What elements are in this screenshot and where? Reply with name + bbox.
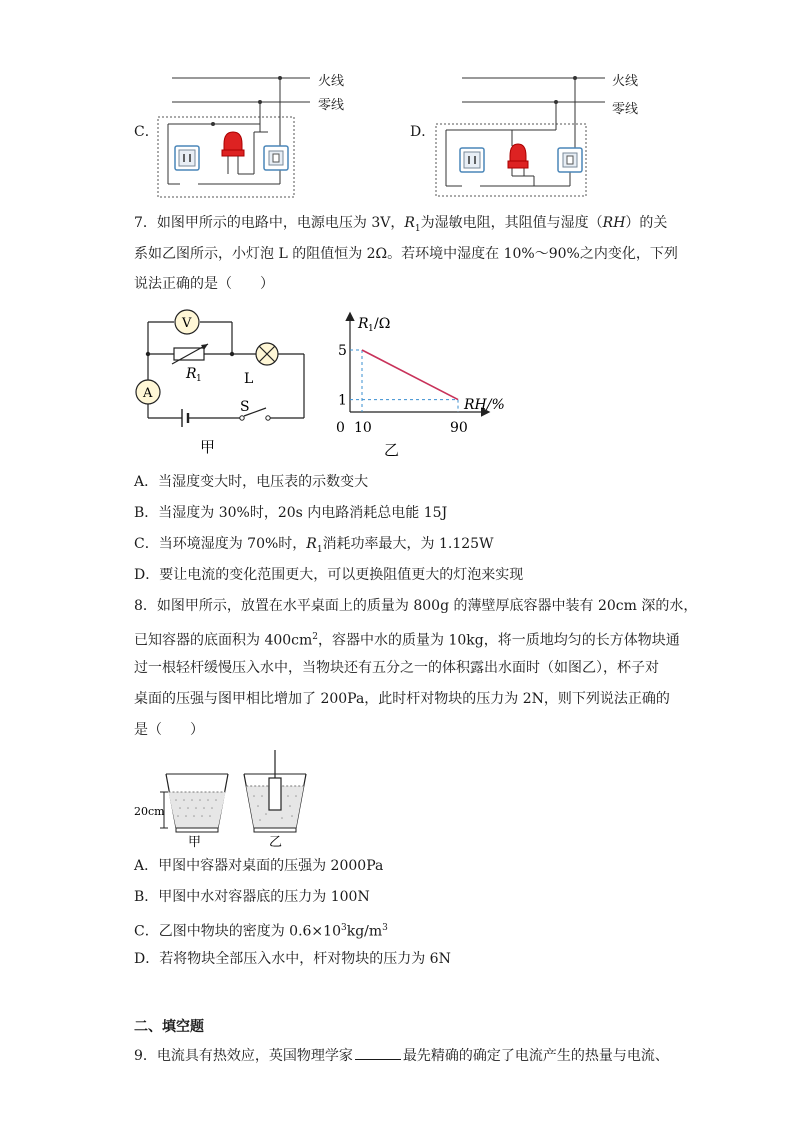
circuit-diagram-d xyxy=(430,62,630,202)
q7-option-d: D．要让电流的变化范围更大，可以更换阻值更大的灯泡来实现 xyxy=(134,567,524,583)
resistor-subscript: 1 xyxy=(196,374,202,384)
resistance-humidity-graph xyxy=(330,308,520,460)
live-wire-label-d: 火线 xyxy=(612,74,639,89)
q7-option-a: A．当湿度变大时，电压表的示数变大 xyxy=(134,474,369,490)
y-axis-label-sub: 1 xyxy=(368,324,374,334)
circuit-diagram-jia xyxy=(130,308,315,458)
ammeter-letter: A xyxy=(143,386,153,401)
live-wire-label-c: 火线 xyxy=(318,74,345,89)
caption-jia: 甲 xyxy=(188,835,202,850)
lamp-icon xyxy=(222,132,244,168)
q9-line1: 9．电流具有热效应，英国物理学家 最先精确的确定了电流产生的热量与电流、 xyxy=(134,1045,669,1066)
q8-option-d: D．若将物块全部压入水中，杆对物块的压力为 6N xyxy=(134,951,451,967)
q7-line2: 系如乙图所示，小灯泡 L 的阻值恒为 2Ω。若环境中湿度在 10%～90%之内变化，下列 xyxy=(134,246,678,262)
resistor-letter: R xyxy=(186,366,197,382)
y-tick-label: 5 xyxy=(338,343,347,359)
water-jia xyxy=(169,792,226,828)
q8-line3: 过一根轻杆缓慢压入水中，当物块还有五分之一的体积露出水面时（如图乙），杯子对 xyxy=(134,660,659,676)
caption-yi: 乙 xyxy=(269,835,283,850)
q7-line1: 7．如图甲所示的电路中，电源电压为 3V，$R_1$为湿敏电阻，其阻值与湿度（RH）的关 xyxy=(134,215,668,234)
switch-letter: S xyxy=(240,399,250,415)
voltmeter-letter: V xyxy=(182,316,192,331)
answer-blank[interactable] xyxy=(355,1045,401,1060)
q7-line3: 说法正确的是（ ） xyxy=(134,276,274,292)
lamp-letter: L xyxy=(244,371,254,387)
q8-option-b: B．甲图中水对容器底的压力为 100N xyxy=(134,889,370,905)
series-line xyxy=(362,350,458,400)
y-tick-label: 1 xyxy=(338,392,347,409)
q8-line1: 8．如图甲所示，放置在水平桌面上的质量为 800g 的薄壁厚底容器中装有 20cm 深的水， xyxy=(134,598,698,614)
lamp-icon xyxy=(508,144,528,168)
q7-option-c: C．当环境湿度为 70%时，$R_1$消耗功率最大，为 1.125W xyxy=(134,536,494,555)
q8-option-a: A．甲图中容器对桌面的压强为 2000Pa xyxy=(134,858,384,874)
neutral-wire-label-d: 零线 xyxy=(612,102,639,117)
q8-line5: 是（ ） xyxy=(134,722,204,738)
q8-line2: 已知容器的底面积为 $400cm^2$，容器中水的质量为 10kg，将一质地均匀的长方体物块通 xyxy=(134,632,680,649)
option-c-label: C． xyxy=(134,124,159,140)
neutral-wire-label-c: 零线 xyxy=(318,98,345,113)
q7-option-b: B．当湿度为 30%时，20s 内电路消耗总电能 15J xyxy=(134,505,448,521)
x-tick-label: 10 xyxy=(354,420,372,436)
origin-label: 0 xyxy=(336,420,345,436)
graph-caption: 乙 xyxy=(384,441,400,459)
circuit-caption: 甲 xyxy=(200,438,216,456)
option-d-label: D． xyxy=(410,124,436,140)
x-tick-label: 90 xyxy=(450,420,468,436)
block xyxy=(269,778,281,810)
x-axis-label: RH/% xyxy=(464,397,505,413)
container-figure xyxy=(130,748,320,850)
y-axis-unit: /Ω xyxy=(374,316,391,332)
q8-line4: 桌面的压强与图甲相比增加了 200Pa，此时杆对物块的压力为 2N，则下列说法正确的 xyxy=(134,691,670,707)
depth-label: 20cm xyxy=(134,805,165,818)
section-title: 二、填空题 xyxy=(134,1019,204,1035)
y-axis-label: R xyxy=(358,316,369,332)
q8-option-c: C．乙图中物块的密度为 $0.6\times 10^3kg/m^3$ xyxy=(134,923,388,940)
